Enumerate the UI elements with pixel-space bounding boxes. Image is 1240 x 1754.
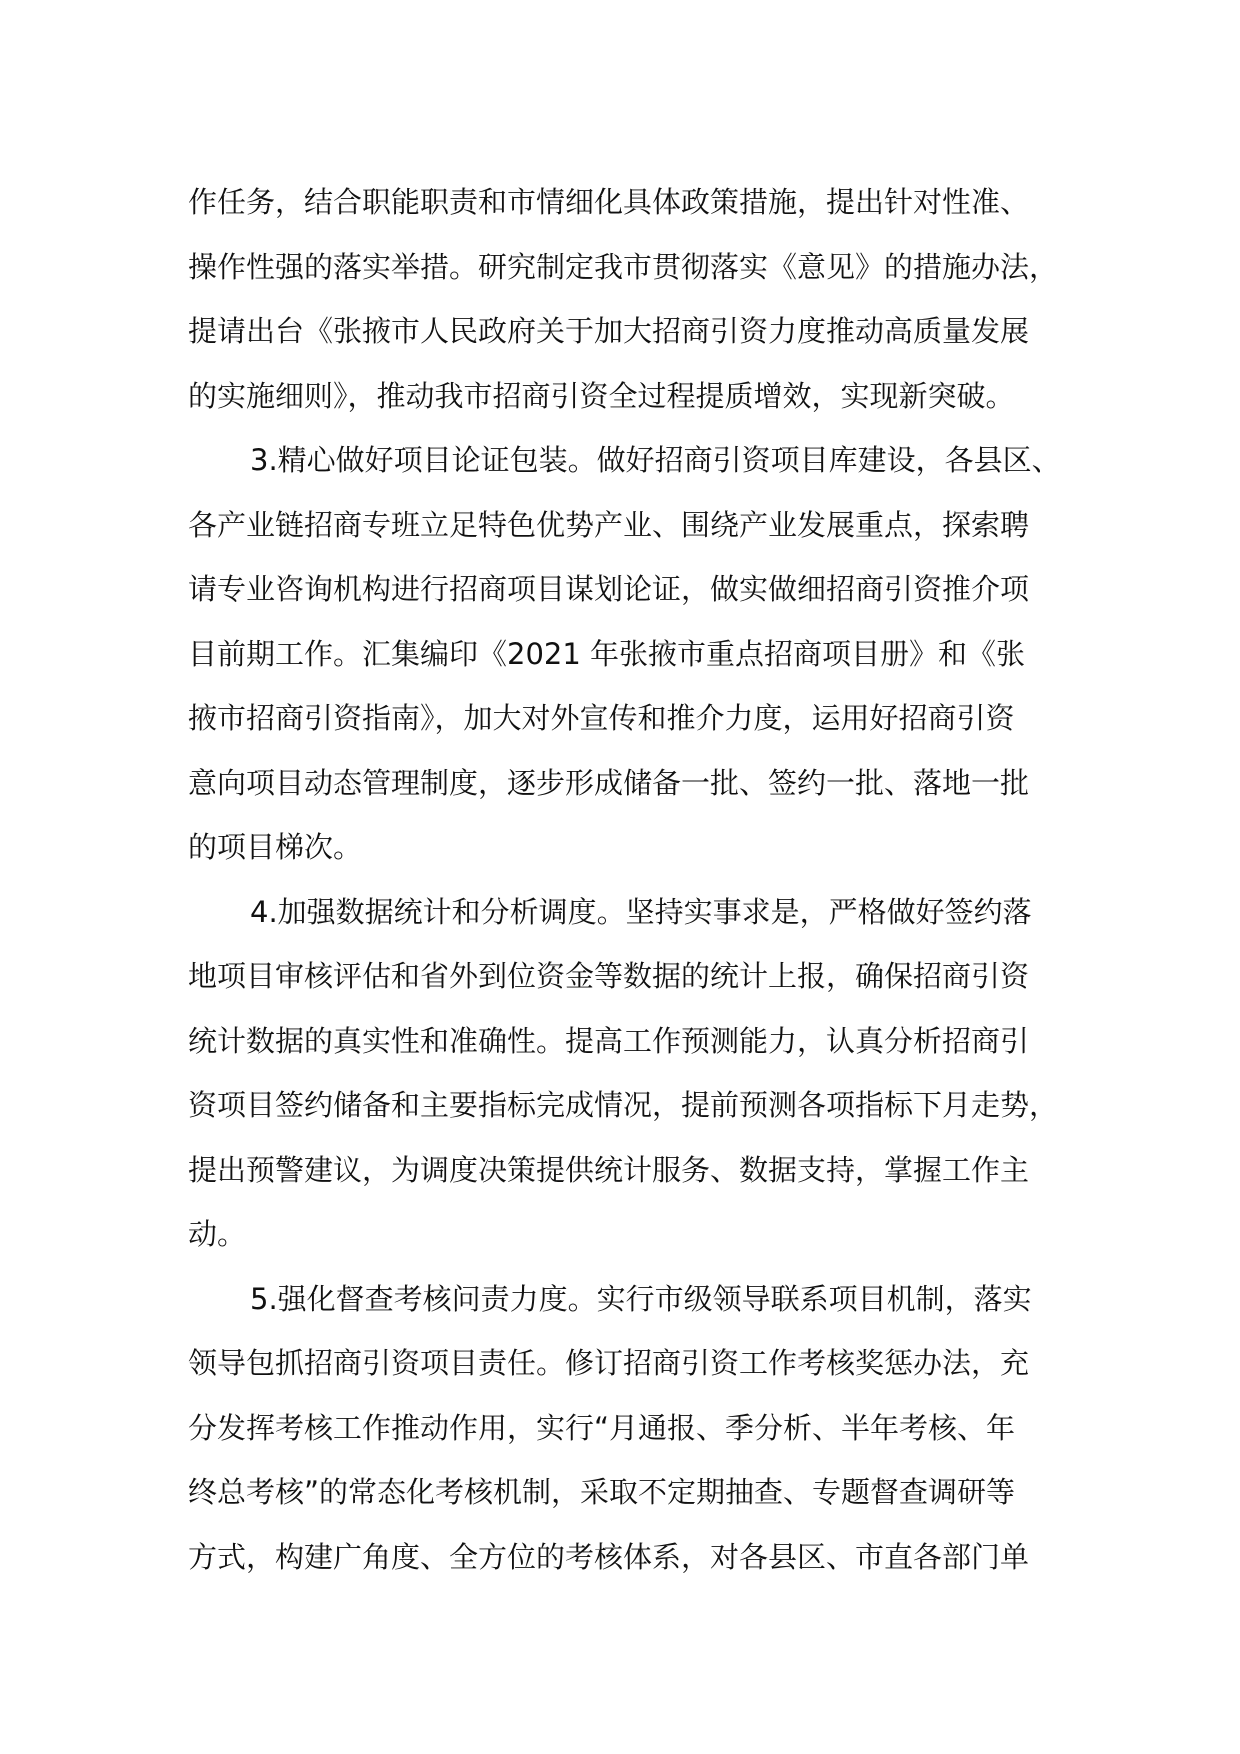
text-line: 作任务，结合职能职责和市情细化具体政策措施，提出针对性准、 (188, 185, 1030, 219)
text-line: 地项目审核评估和省外到位资金等数据的统计上报，确保招商引资 (188, 959, 1030, 993)
text-line: 领导包抓招商引资项目责任。修订招商引资工作考核奖惩办法，充 (188, 1346, 1030, 1380)
text-line: 统计数据的真实性和准确性。提高工作预测能力，认真分析招商引 (188, 1023, 1030, 1058)
text-line: 的实施细则》，推动我市招商引资全过程提质增效，实现新突破。 (188, 378, 1015, 413)
document-body (188, 170, 1088, 1589)
text-line: 5.强化督查考核问责力度。实行市级领导联系项目机制，落实 (250, 1281, 1032, 1316)
text-line: 分发挥考核工作推动作用，实行“月通报、季分析、半年考核、年 (188, 1410, 1016, 1445)
text-line: 掖市招商引资指南》，加大对外宣传和推介力度，运用好招商引资 (188, 701, 1015, 735)
text-line: 的项目梯次。 (188, 830, 363, 864)
text-line: 终总考核”的常态化考核机制，采取不定期抽查、专题督查调研等 (188, 1475, 1016, 1509)
text-line: 意向项目动态管理制度，逐步形成储备一批、签约一批、落地一批 (188, 765, 1030, 800)
text-line: 操作性强的落实举措。研究制定我市贯彻落实《意见》的措施办法， (188, 249, 1059, 284)
text-line: 4.加强数据统计和分析调度。坚持实事求是，严格做好签约落 (250, 894, 1032, 929)
text-line: 各产业链招商专班立足特色优势产业、围绕产业发展重点，探索聘 (188, 507, 1030, 542)
text-line: 请专业咨询机构进行招商项目谋划论证，做实做细招商引资推介项 (188, 572, 1030, 606)
text-line: 3.精心做好项目论证包装。做好招商引资项目库建设，各县区、 (250, 443, 1061, 477)
text-line: 方式，构建广角度、全方位的考核体系，对各县区、市直各部门单 (188, 1539, 1030, 1574)
text-line: 提请出台《张掖市人民政府关于加大招商引资力度推动高质量发展 (188, 314, 1030, 348)
text-line: 提出预警建议，为调度决策提供统计服务、数据支持，掌握工作主 (188, 1152, 1030, 1187)
text-line: 目前期工作。汇集编印《2021 年张掖市重点招商项目册》和《张 (188, 636, 1026, 671)
text-line: 资项目签约储备和主要指标完成情况，提前预测各项指标下月走势， (188, 1088, 1059, 1122)
text-line: 动。 (188, 1217, 247, 1251)
